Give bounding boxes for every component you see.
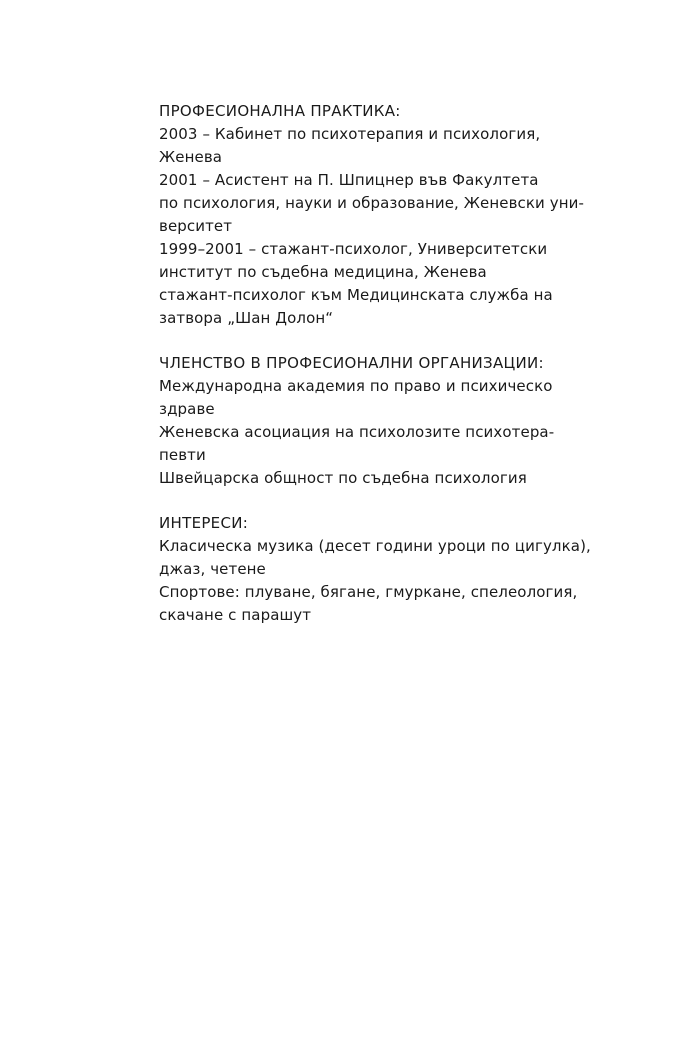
- text-line: затвора „Шан Долон“: [159, 309, 334, 327]
- text-line: 2001 – Асистент на П. Шпицнер във Факултета: [159, 171, 539, 189]
- section-heading: ПРОФЕСИОНАЛНА ПРАКТИКА:: [159, 102, 401, 120]
- section-heading: ИНТЕРЕСИ:: [159, 514, 249, 532]
- text-line: Международна академия по право и психическо: [159, 377, 553, 395]
- text-line: джаз, четене: [159, 560, 266, 578]
- text-line: институт по съдебна медицина, Женева: [159, 263, 487, 281]
- text-line: здраве: [159, 400, 215, 418]
- text-line: по психология, науки и образование, Женевски уни-: [159, 194, 585, 212]
- text-line: Класическа музика (десет години уроци по цигулка),: [159, 537, 591, 555]
- text-line: Швейцарска общност по съдебна психология: [159, 469, 527, 487]
- section-professional-practice: [159, 100, 585, 330]
- text-line: верситет: [159, 217, 233, 235]
- page-content: [159, 100, 591, 649]
- text-line: Спортове: плуване, бягане, гмуркане, спелеология,: [159, 583, 578, 601]
- text-line: 2003 – Кабинет по психотерапия и психология,: [159, 125, 541, 143]
- text-line: Женевска асоциация на психолозите психотера-: [159, 423, 555, 441]
- text-line: Женева: [159, 148, 223, 166]
- text-line: 1999–2001 – стажант-психолог, Университетски: [159, 240, 548, 258]
- text-line: стажант-психолог към Медицинската служба на: [159, 286, 553, 304]
- section-memberships: [159, 352, 579, 490]
- text-line: певти: [159, 446, 206, 464]
- section-interests: [159, 512, 591, 627]
- section-heading: ЧЛЕНСТВО В ПРОФЕСИОНАЛНИ ОРГАНИЗАЦИИ:: [159, 354, 544, 372]
- text-line: скачане с парашут: [159, 606, 312, 624]
